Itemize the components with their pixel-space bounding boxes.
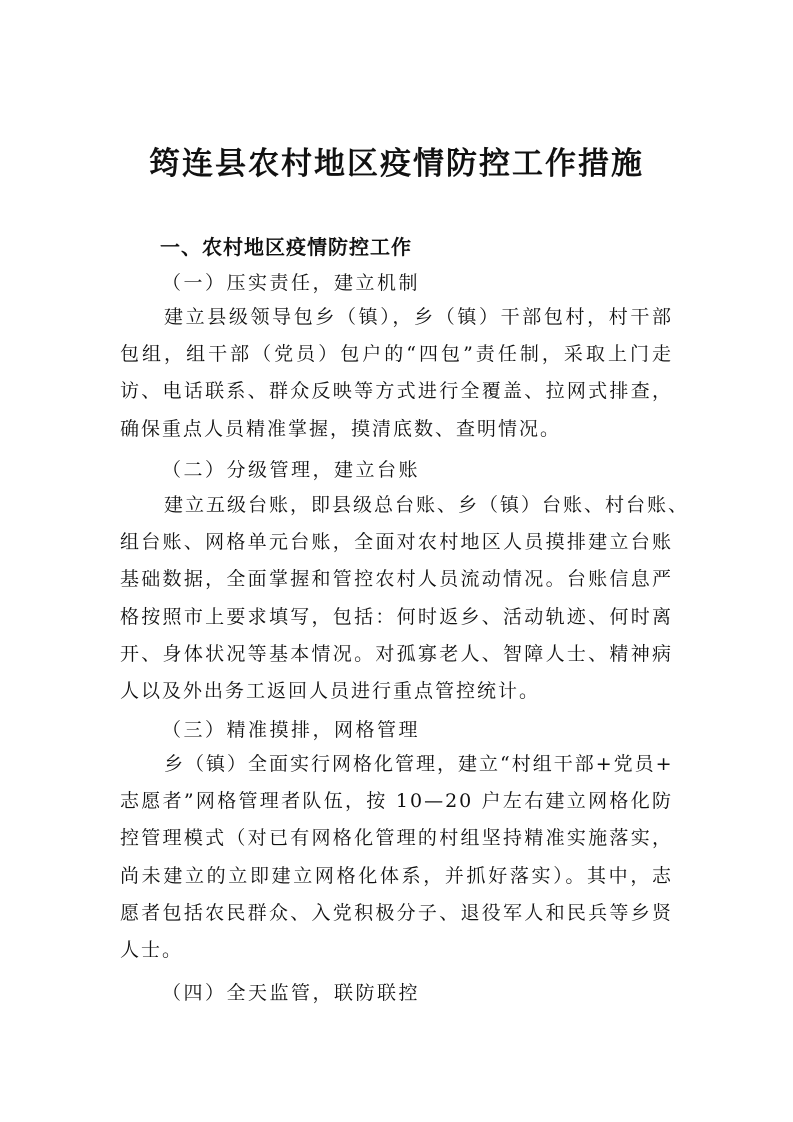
paragraph-3 (120, 746, 673, 969)
text-line: 组台账、网格单元台账，全面对农村地区人员摸排建立台账 (120, 531, 673, 554)
text-line: 包组，组干部（党员）包户的“四包”责任制，采取上门走 (120, 343, 673, 366)
text-line: 乡（镇）全面实行网格化管理，建立“村组干部+党员+ (164, 753, 674, 775)
text-line: 人以及外出务工返回人员进行重点管控统计。 (120, 679, 541, 702)
text-line: 人士。 (120, 938, 184, 961)
subheading-2: （二）分级管理，建立台账 (162, 459, 421, 481)
section-heading: 一、农村地区疫情防控工作 (160, 235, 412, 259)
text-line: 确保重点人员精准掌握，摸清底数、查明情况。 (120, 417, 562, 440)
text-line: 建立县级领导包乡（镇），乡（镇）干部包村，村干部 (164, 306, 673, 328)
text-line: 访、电话联系、群众反映等方式进行全覆盖、拉网式排查， (120, 380, 673, 403)
text-line: 愿者包括农民群众、入党积极分子、退役军人和民兵等乡贤 (120, 901, 673, 924)
subheading-3: （三）精准摸排，网格管理 (162, 719, 421, 741)
text-line: 控管理模式（对已有网格化管理的村组坚持精准实施落实， (120, 827, 673, 850)
subheading-4: （四）全天监管，联防联控 (162, 982, 421, 1004)
text-line: 开、身体状况等基本情况。对孤寡老人、智障人士、精神病 (120, 642, 673, 665)
text-line: 建立五级台账，即县级总台账、乡（镇）台账、村台账、 (164, 494, 690, 516)
text-line: 尚未建立的立即建立网格化体系，并抓好落实）。其中，志 (120, 864, 673, 887)
paragraph-2 (120, 487, 690, 710)
text-line: 志愿者”网格管理者队伍，按 10—20 户左右建立网格化防 (120, 790, 673, 813)
text-line: 格按照市上要求填写，包括：何时返乡、活动轨迹、何时离 (120, 605, 673, 628)
text-line: 基础数据，全面掌握和管控农村人员流动情况。台账信息严 (120, 568, 673, 591)
subheading-1: （一）压实责任，建立机制 (162, 272, 421, 294)
document-title: 筠连县农村地区疫情防控工作措施 (149, 146, 644, 182)
paragraph-1 (120, 299, 673, 448)
